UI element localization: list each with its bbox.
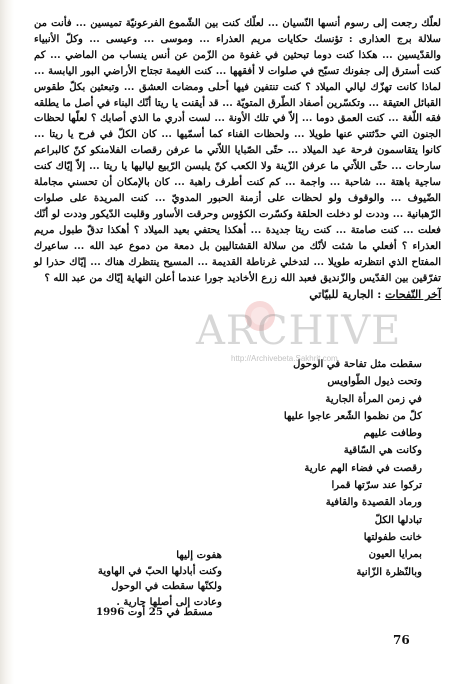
poem-line: ورماد القصيدة والقافية bbox=[325, 496, 422, 509]
poem-line: في زمن المرأة الجارية bbox=[325, 392, 422, 405]
poem-left-column bbox=[72, 548, 222, 610]
poem-line: كلّ من نظموا الشّعر عاجوا عليها bbox=[283, 409, 422, 422]
poem-line: سقطت مثل تفاحة في الوحول bbox=[293, 358, 422, 370]
poem-heading-rest: : الجارية للبيّاتي bbox=[309, 288, 386, 302]
body-paragraph: لعلّك رجعت إلى رسوم أنسها النّسيان ... لعلّك كنت بين الشّموع الفرعونيّة تميسين ... فأنت من سلالة برج العذارى : تؤنسك حكايات مريم العذراء ... وموسى ... وعيسى ... وكلّ الأنبياء والقدّيسين ... هكذا كنت دوما تبحثين في غفوة من الزّمن عن أنس ينساب من الماضي ... كم كنت أسترق إلى جفونك تسبّح في صلوات لا أفقهها ... كنت الغيمة تجتاح الأراضي البور اليابسة ... لماذا كانت تهزّك ليالي الميلاد ؟ كنت تنتفين فيها أحلى ومضات العشق ... وتبعثين بكلّ طقوس القبائل العتيقة ... وتكسّرين أصفاد الطّرق المتويّة ... قد أيقنت يا ريتا أنّك البناء في أصل ما يطلقه فقه اللّغة ... كنت العمق دوما ... إلاّ في تلك الأونة ... لست أدري ما الذي أصابك ؟ لعلّها لحظات الجنون التي حدّثتني عنها طويلا ... ولحظات الفناء كما أسمّيها ... كان الكلّ في فرح يا ريتا ... كانوا يتقاسمون فرحة عيد الميلاد ... حتّى الصّبايا اللاّتي ما عرفن رقصات الفلامنكو كنّ كالبراعم سارحات ... حتّى اللاّتي ما عرفن الزّينة ولا الكعب كنّ يلبسن الرّبيع لياليها يا ريتا ... إلاّ إيّاك كنت ساجية باهتة ... شاحبة ... واجمة ... كم كنت أطرف راهبة ... كان بالإمكان أن تحسني مجاملة الضّيوف ... والوقوف ولو لحظات على أزمنة الحبور المدويّ ... كنت المريدة على صلوات الرّهبانية ... وددت لو دخلت الحلقة وكسّرت الكؤوس وحرقت الأساور وقلبت الدّيكور وددت لو أنّك فعلت ... كنت صامتة ... كنت ريتا جديدة ... أهكذا يحتفي بعيد الميلاد ؟ أهكذا تدقّ طبول مريم العذراء ؟ أفعلي ما شئت لأنّك من سلالة القشتاليين بل دمعة من دموع عبد الله ... ساعيرك المفتاح الذي انتظرته طويلا ... لتدخلي غرناطة القديمة ... المسيح ينتظرك هناك ... إيّاك حذرا لو تفرّقين بين القدّيس والزّنديق فعبد الله زرع الأخاديد جورا عندما أعلن النهاية إيّاك من عبد الله ؟ bbox=[34, 18, 441, 284]
poem-line: وبالنّظرة الزّانية bbox=[356, 565, 422, 578]
poem-line: وعادت إلى أصلها جارية . bbox=[116, 595, 222, 608]
poem-line: رقصت في فضاء الهم عارية bbox=[304, 461, 422, 474]
poem-heading bbox=[34, 287, 441, 303]
watermark-url: http://Archivebeta.Sakhrit.com bbox=[231, 354, 338, 363]
prose-block bbox=[34, 16, 441, 303]
poem-line: ولكنّها سقطت في الوحول bbox=[111, 580, 222, 592]
poem-line: وتحت ذيول الطّواويس bbox=[327, 375, 422, 388]
page-number: 76 bbox=[393, 633, 410, 647]
poem-line: وكانت هي السّاقية bbox=[343, 444, 422, 457]
poem-heading-strong: آخر النّفحات bbox=[385, 288, 441, 302]
poem-line: بمرايا العيون bbox=[368, 548, 422, 561]
poem-line: وكنت أبادلها الحبّ في الهاوية bbox=[97, 564, 222, 577]
poem-line: تبادلها الكلّ bbox=[374, 513, 422, 526]
watermark-text: ARCHIVE bbox=[196, 308, 402, 354]
poem-line: هفوت إليها bbox=[176, 549, 222, 561]
poem-line: تركوا عند سرّتها قمرا bbox=[331, 479, 422, 492]
poem-line: وطافت عليهم bbox=[363, 427, 422, 440]
poem-line: خانت طفولتها bbox=[363, 530, 422, 543]
date-place-signature: مسقط في 25 أوت 1996 bbox=[96, 606, 213, 618]
